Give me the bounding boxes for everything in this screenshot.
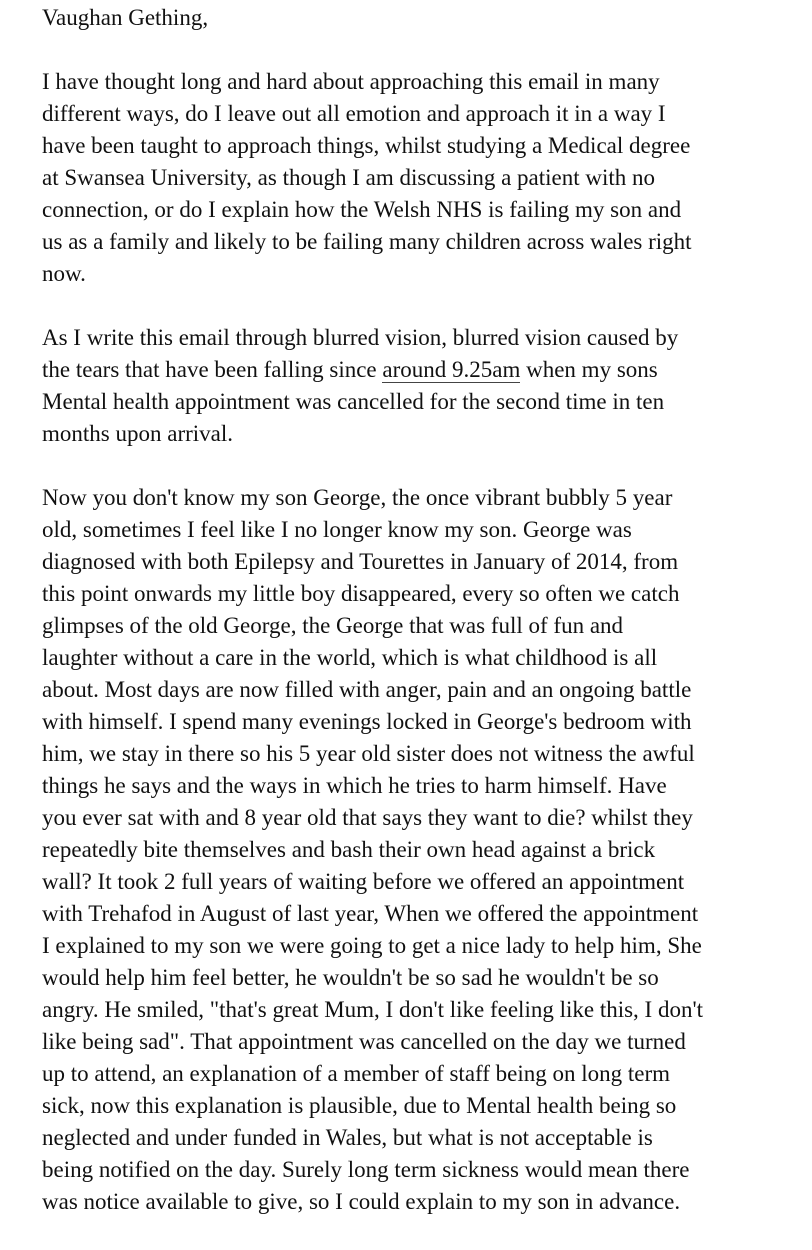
text-line: angry. He smiled, "that's great Mum, I don't like feeling like this, I don't: [42, 997, 704, 1022]
time-link[interactable]: around 9.25am: [382, 357, 521, 382]
text-line: wall? It took 2 full years of waiting before we offered an appointment: [42, 869, 685, 894]
text-line: being notified on the day. Surely long term sickness would mean there: [42, 1157, 690, 1182]
text-line: connection, or do I explain how the Welsh NHS is failing my son and: [42, 197, 682, 222]
text-line: I explained to my son we were going to get a nice lady to help him, She: [42, 933, 702, 958]
text-line: you ever sat with and 8 year old that says they want to die? whilst they: [42, 805, 693, 830]
text-line: neglected and under funded in Wales, but what is not acceptable is: [42, 1125, 653, 1150]
paragraph-2: [42, 322, 802, 450]
text-line: Mental health appointment was cancelled for the second time in ten: [42, 389, 665, 414]
text-line: with Trehafod in August of last year, When we offered the appointment: [42, 901, 699, 926]
text-line: up to attend, an explanation of a member of staff being on long term: [42, 1061, 671, 1086]
text-line: have been taught to approach things, whilst studying a Medical degree: [42, 133, 691, 158]
paragraph-3: [42, 482, 802, 1218]
text-line: this point onwards my little boy disappeared, every so often we catch: [42, 581, 680, 606]
text-line: Now you don't know my son George, the once vibrant bubbly 5 year: [42, 485, 673, 510]
text-line: I have thought long and hard about approaching this email in many: [42, 69, 660, 94]
email-body: [42, 2, 802, 1250]
paragraph-1: [42, 66, 802, 290]
text-segment: when my sons: [520, 357, 658, 382]
text-line: different ways, do I leave out all emotion and approach it in a way I: [42, 101, 666, 126]
text-line: months upon arrival.: [42, 421, 233, 446]
text-line: him, we stay in there so his 5 year old sister does not witness the awful: [42, 741, 695, 766]
text-line: at Swansea University, as though I am discussing a patient with no: [42, 165, 656, 190]
text-line: [42, 354, 802, 386]
text-segment: the tears that have been falling since: [42, 357, 383, 382]
text-line: like being sad". That appointment was cancelled on the day we turned: [42, 1029, 686, 1054]
text-line: old, sometimes I feel like I no longer know my son. George was: [42, 517, 632, 542]
text-line: As I write this email through blurred vision, blurred vision caused by: [42, 325, 679, 350]
text-line: about. Most days are now filled with anger, pain and an ongoing battle: [42, 677, 692, 702]
text-line: diagnosed with both Epilepsy and Tourettes in January of 2014, from: [42, 549, 679, 574]
salutation: Vaughan Gething,: [42, 5, 209, 30]
text-line: now.: [42, 261, 86, 286]
text-line: with himself. I spend many evenings locked in George's bedroom with: [42, 709, 692, 734]
text-line: us as a family and likely to be failing many children across wales right: [42, 229, 692, 254]
text-line: laughter without a care in the world, which is what childhood is all: [42, 645, 658, 670]
text-line: glimpses of the old George, the George that was full of fun and: [42, 613, 624, 638]
text-line: repeatedly bite themselves and bash their own head against a brick: [42, 837, 656, 862]
text-line: would help him feel better, he wouldn't be so sad he wouldn't be so: [42, 965, 659, 990]
text-line: sick, now this explanation is plausible, due to Mental health being so: [42, 1093, 677, 1118]
text-line: was notice available to give, so I could explain to my son in advance.: [42, 1189, 681, 1214]
text-line: things he says and the ways in which he tries to harm himself. Have: [42, 773, 667, 798]
